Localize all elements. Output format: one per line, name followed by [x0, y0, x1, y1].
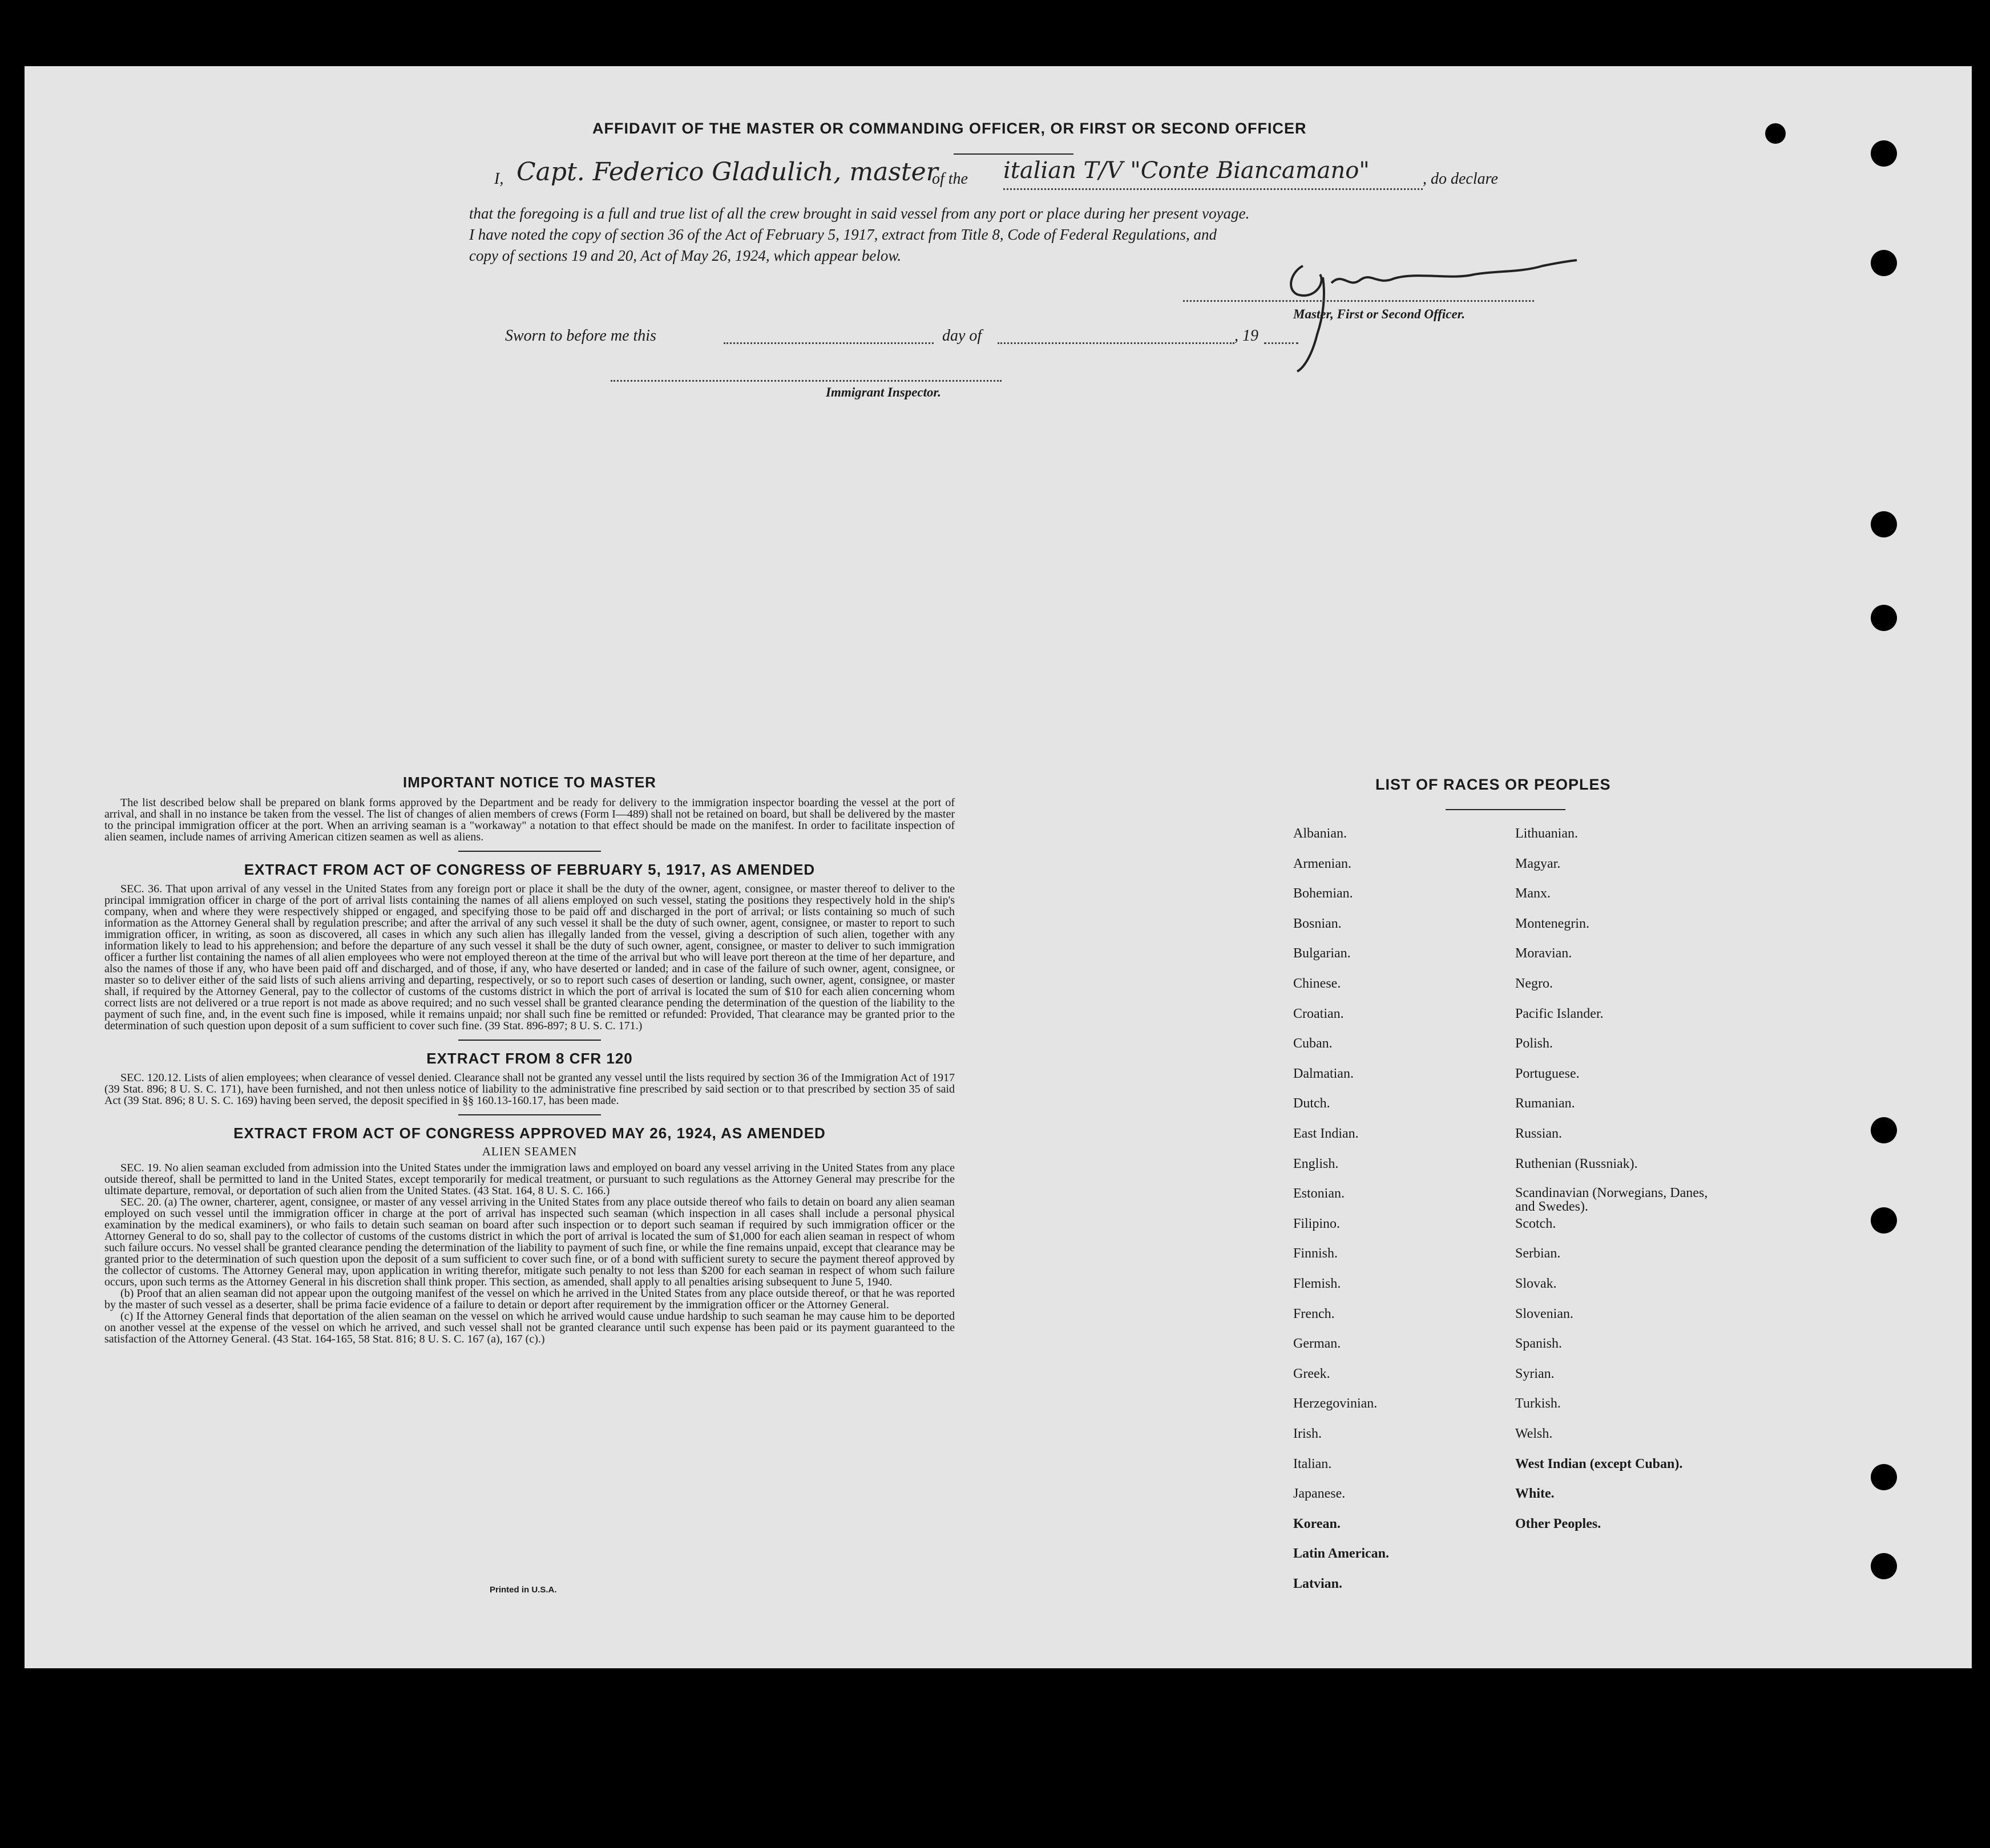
punch-hole	[1871, 140, 1897, 167]
sec20c-text: (c) If the Attorney General finds that deportation of the alien seaman on the vessel on which he arrived would cause undue hardship to such seaman he may cause him to be deported on another vessel at the expense of the vessel on which he arrived, and such vessel shall not be granted clearance until such expense has been paid or its payment guaranteed to the satisfaction of the Attorney General. (43 Stat. 164-165, 58 Stat. 816; 8 U. S. C. 167 (a), 167 (c).)	[104, 1310, 955, 1345]
race-item: Albanian.	[1293, 826, 1347, 841]
race-item: Croatian.	[1293, 1006, 1344, 1021]
section-divider	[458, 851, 601, 852]
race-item: Portuguese.	[1515, 1066, 1580, 1081]
declaration-line-2: that the foregoing is a full and true list of all the crew brought in said vessel from any port or place during her present voyage.	[469, 205, 1250, 222]
declaration-line-3: I have noted the copy of section 36 of the Act of February 5, 1917, extract from Title 8, Code of Federal Regulations, and	[469, 226, 1217, 243]
extract-cfr-text: SEC. 120.12. Lists of alien employees; when clearance of vessel denied. Clearance shall not be granted any vessel until the lists required by section 36 of the Immigration Act of 1917 (39 Stat. 896; 8 U. S. C. 171), have been furnished, and not then unless notice of liability to the administrative fine prescribed by said section or to that prescribed by section 35 of said Act (39 Stat. 896; 8 U. S. C. 169) having been served, the deposit specified in §§ 160.13-160.17, has been made.	[104, 1071, 955, 1107]
race-item: Slovak.	[1515, 1276, 1557, 1291]
race-item: Ruthenian (Russniak).	[1515, 1156, 1638, 1171]
race-item: French.	[1293, 1306, 1335, 1321]
race-item: Polish.	[1515, 1036, 1553, 1052]
race-item: English.	[1293, 1156, 1339, 1171]
race-item: Russian.	[1515, 1126, 1563, 1141]
legal-text-column	[104, 774, 955, 1345]
sworn-label: Sworn to before me this	[505, 327, 656, 345]
race-item: Filipino.	[1293, 1216, 1341, 1231]
sworn-month-line	[998, 342, 1234, 344]
inspector-signature-line	[611, 380, 1002, 382]
form-page	[25, 66, 1972, 1668]
race-item: Montenegrin.	[1515, 916, 1589, 931]
race-item: Bosnian.	[1293, 916, 1342, 931]
signature-caption: Master, First or Second Officer.	[1293, 307, 1466, 321]
race-item: Finnish.	[1293, 1246, 1338, 1261]
race-item: Magyar.	[1515, 856, 1561, 871]
extract-1924-subtitle: ALIEN SEAMEN	[482, 1145, 578, 1158]
vessel-name-line	[1003, 188, 1423, 190]
title-rule	[954, 153, 1073, 155]
punch-hole	[1871, 1464, 1897, 1490]
declaration-line-4: copy of sections 19 and 20, Act of May 26, 1924, which appear below.	[469, 247, 902, 264]
race-item: Slovenian.	[1515, 1306, 1573, 1321]
race-item: Latvian.	[1293, 1576, 1343, 1591]
punch-hole	[1871, 250, 1897, 276]
sworn-year-line	[1264, 342, 1298, 344]
race-item: White.	[1515, 1486, 1555, 1502]
races-left-column	[1293, 826, 1521, 1682]
year-label: , 19	[1234, 327, 1258, 345]
declaration-line-1: I, Capt. Federico Gladulich, master of the italian T/V "Conte Biancamano" , do declare	[470, 156, 1571, 196]
sec20b-text: (b) Proof that an alien seaman did not appear upon the outgoing manifest of the vessel on which he arrived in the United States from any place outside thereof, or that he was reported by the master of such vessel as a deserter, shall be prima facie evidence of a failure to detain or deport after requirement by the immigration officer or the Attorney General.	[104, 1287, 955, 1311]
race-item: Bohemian.	[1293, 886, 1353, 901]
race-item: Pacific Islander.	[1515, 1006, 1604, 1021]
race-item: Turkish.	[1515, 1396, 1561, 1412]
race-item: Irish.	[1293, 1426, 1322, 1441]
race-item: Lithuanian.	[1515, 826, 1578, 841]
punch-hole	[1765, 123, 1786, 144]
race-item: Bulgarian.	[1293, 946, 1351, 961]
race-item: Syrian.	[1515, 1366, 1555, 1381]
race-item: Other Peoples.	[1515, 1516, 1601, 1531]
handwritten-master-name: Capt. Federico Gladulich, master	[516, 157, 938, 187]
race-item: Scandinavian (Norwegians, Danes, and Swedes).	[1515, 1186, 1708, 1215]
extract-1917-text: SEC. 36. That upon arrival of any vessel in the United States from any foreign port or place it shall be the duty of the owner, agent, consignee, or master thereof to deliver to the principal immigration officer in charge of the port of arrival lists containing the names of all aliens employed on such vessel, stating the positions they respectively hold in the ship's company, when and where they were respectively shipped or engaged, and specifying those to be paid off and discharged in the port of arrival; or lists containing so much of such information as the Attorney General shall by regulation prescribe; and after the arrival of any such vessel it shall be the duty of such owner, agent, consignee, or master to report to such immigration officer, in writing, as soon as discovered, all cases in which any such alien has illegally landed from the vessel, giving a description of such alien, together with any information likely to lead to his apprehension; and before the departure of any such vessel it shall be the duty of such owner, agent, consignee, or master to deliver to such immigration officer a further list containing the names of all alien employees who were not employed thereon at the time of the arrival but who will leave port thereon at the time of her departure, and also the names of those if any, who have been paid off and discharged, and of those, if any, who have deserted or landed; and in case of the failure of such owner, agent, consignee, or master so to deliver either of the said lists of such aliens arriving and departing, respectively, or so to report such cases of desertion or landing, such owner, agent, consignee, or master shall, if required by the Attorney General, pay to the collector of customs of the customs district in which the port of arrival is located the sum of $10 for each alien concerning whom correct lists are not delivered or a true report is not made as above required; and no such vessel shall be granted clearance pending the determination of the question of the liability to the payment of such fine, and, in the event such fine is imposed, while it remains unpaid; nor shall such fine be remitted or refunded: Provided, That clearance may be granted prior to the determination of such question upon deposit of a sum sufficient to cover such fine. (39 Stat. 896-897; 8 U. S. C. 171.)	[104, 883, 955, 1032]
race-item: Serbian.	[1515, 1246, 1561, 1261]
race-item: Spanish.	[1515, 1336, 1563, 1352]
notice-text: The list described below shall be prepared on blank forms approved by the Department and be ready for delivery to the immigration inspector boarding the vessel at the port of arrival, and shall in no instance be taken from the vessel. The list of changes of alien members of crews (Form I—489) shall not be retained on board, but shall be delivered by the master to the principal immigration officer at the port. When an arriving seaman is a "workaway" a notation to that effect should be made on the manifest. In order to facilitate inspection of alien seamen, include names of arriving American citizen seamen as well as aliens.	[104, 796, 955, 843]
races-right-column	[1515, 826, 1789, 1682]
inspector-caption: Immigrant Inspector.	[826, 385, 941, 399]
sworn-day-line	[724, 342, 934, 344]
race-item: Armenian.	[1293, 856, 1351, 871]
day-of-label: day of	[942, 327, 982, 345]
race-item: Italian.	[1293, 1456, 1332, 1471]
race-item: West Indian (except Cuban).	[1515, 1456, 1683, 1471]
race-item: Dalmatian.	[1293, 1066, 1354, 1081]
section-divider	[458, 1114, 601, 1115]
race-item: Welsh.	[1515, 1426, 1553, 1441]
printed-in-usa: Printed in U.S.A.	[490, 1585, 557, 1595]
punch-hole	[1871, 605, 1897, 631]
race-item: Dutch.	[1293, 1096, 1330, 1111]
notice-title: IMPORTANT NOTICE TO MASTER	[403, 774, 656, 791]
section-divider	[458, 1040, 601, 1041]
punch-hole	[1871, 1207, 1897, 1234]
race-item: Japanese.	[1293, 1486, 1346, 1502]
race-item: Estonian.	[1293, 1186, 1345, 1202]
punch-hole	[1871, 511, 1897, 537]
race-item: Manx.	[1515, 886, 1551, 901]
handwritten-vessel-name: italian T/V "Conte Biancamano"	[1003, 157, 1370, 184]
race-item: German.	[1293, 1336, 1341, 1352]
sec20a-text: SEC. 20. (a) The owner, charterer, agent, consignee, or master of any vessel arriving in the United States from any place outside thereof who fails to detain on board any alien seaman employed on such vessel until the immigration officer in charge at the port of arrival has inspected such seaman (which inspection in all cases shall include a personal physical examination by the medical examiners), or who fails to detain such seaman on board after such inspection or to deport such seaman if required by such immigration officer or the Attorney General to do so, shall pay to the collector of customs of the customs district in which the port of arrival is located the sum of $1,000 for each alien seaman in respect of whom such failure occurs. No vessel shall be granted clearance pending the determination of the liability to payment of such fine, or while the fine remains unpaid, except that clearance may be granted prior to the determination of such question upon the deposit of a sum sufficient to cover such fine, or of a bond with sufficient surety to secure the payment thereof approved by the collector of customs. The Attorney General may, upon application in writing therefor, mitigate such penalty to not less than $200 for each seaman in respect of whom such failure occurs, upon such terms as the Attorney General in his discretion shall think proper. This section, as amended, shall apply to all penalties arising subsequent to June 5, 1940.	[104, 1196, 955, 1288]
race-item: Chinese.	[1293, 976, 1341, 991]
race-item: Cuban.	[1293, 1036, 1333, 1052]
race-item: Flemish.	[1293, 1276, 1341, 1291]
extract-1924-title: EXTRACT FROM ACT OF CONGRESS APPROVED MAY 26, 1924, AS AMENDED	[233, 1125, 826, 1142]
extract-cfr-title: EXTRACT FROM 8 CFR 120	[426, 1050, 633, 1067]
races-title-rule	[1446, 809, 1565, 810]
race-item: Moravian.	[1515, 946, 1572, 961]
races-title: LIST OF RACES OR PEOPLES	[1375, 776, 1611, 793]
race-item: Rumanian.	[1515, 1096, 1575, 1111]
sec19-text: SEC. 19. No alien seaman excluded from admission into the United States under the immigration laws and employed on board any vessel arriving in the United States from any place outside thereof, shall be permitted to land in the United States, except temporarily for medical treatment, or pursuant to such regulations as the Attorney General may prescribe for the ultimate departure, removal, or deportation of such alien from the United States. (43 Stat. 164, 8 U. S. C. 166.)	[104, 1162, 955, 1197]
race-item: Korean.	[1293, 1516, 1341, 1531]
race-item: East Indian.	[1293, 1126, 1359, 1141]
punch-hole	[1871, 1117, 1897, 1143]
race-item: Greek.	[1293, 1366, 1330, 1381]
race-item: Scotch.	[1515, 1216, 1556, 1231]
signature-line	[1183, 300, 1534, 302]
extract-1917-title: EXTRACT FROM ACT OF CONGRESS OF FEBRUARY 5, 1917, AS AMENDED	[244, 861, 816, 878]
affidavit-title: AFFIDAVIT OF THE MASTER OR COMMANDING OFFICER, OR FIRST OR SECOND OFFICER	[592, 120, 1307, 137]
punch-hole	[1871, 1553, 1897, 1579]
race-item: Herzegovinian.	[1293, 1396, 1378, 1412]
race-item: Latin American.	[1293, 1546, 1389, 1562]
race-item: Negro.	[1515, 976, 1553, 991]
